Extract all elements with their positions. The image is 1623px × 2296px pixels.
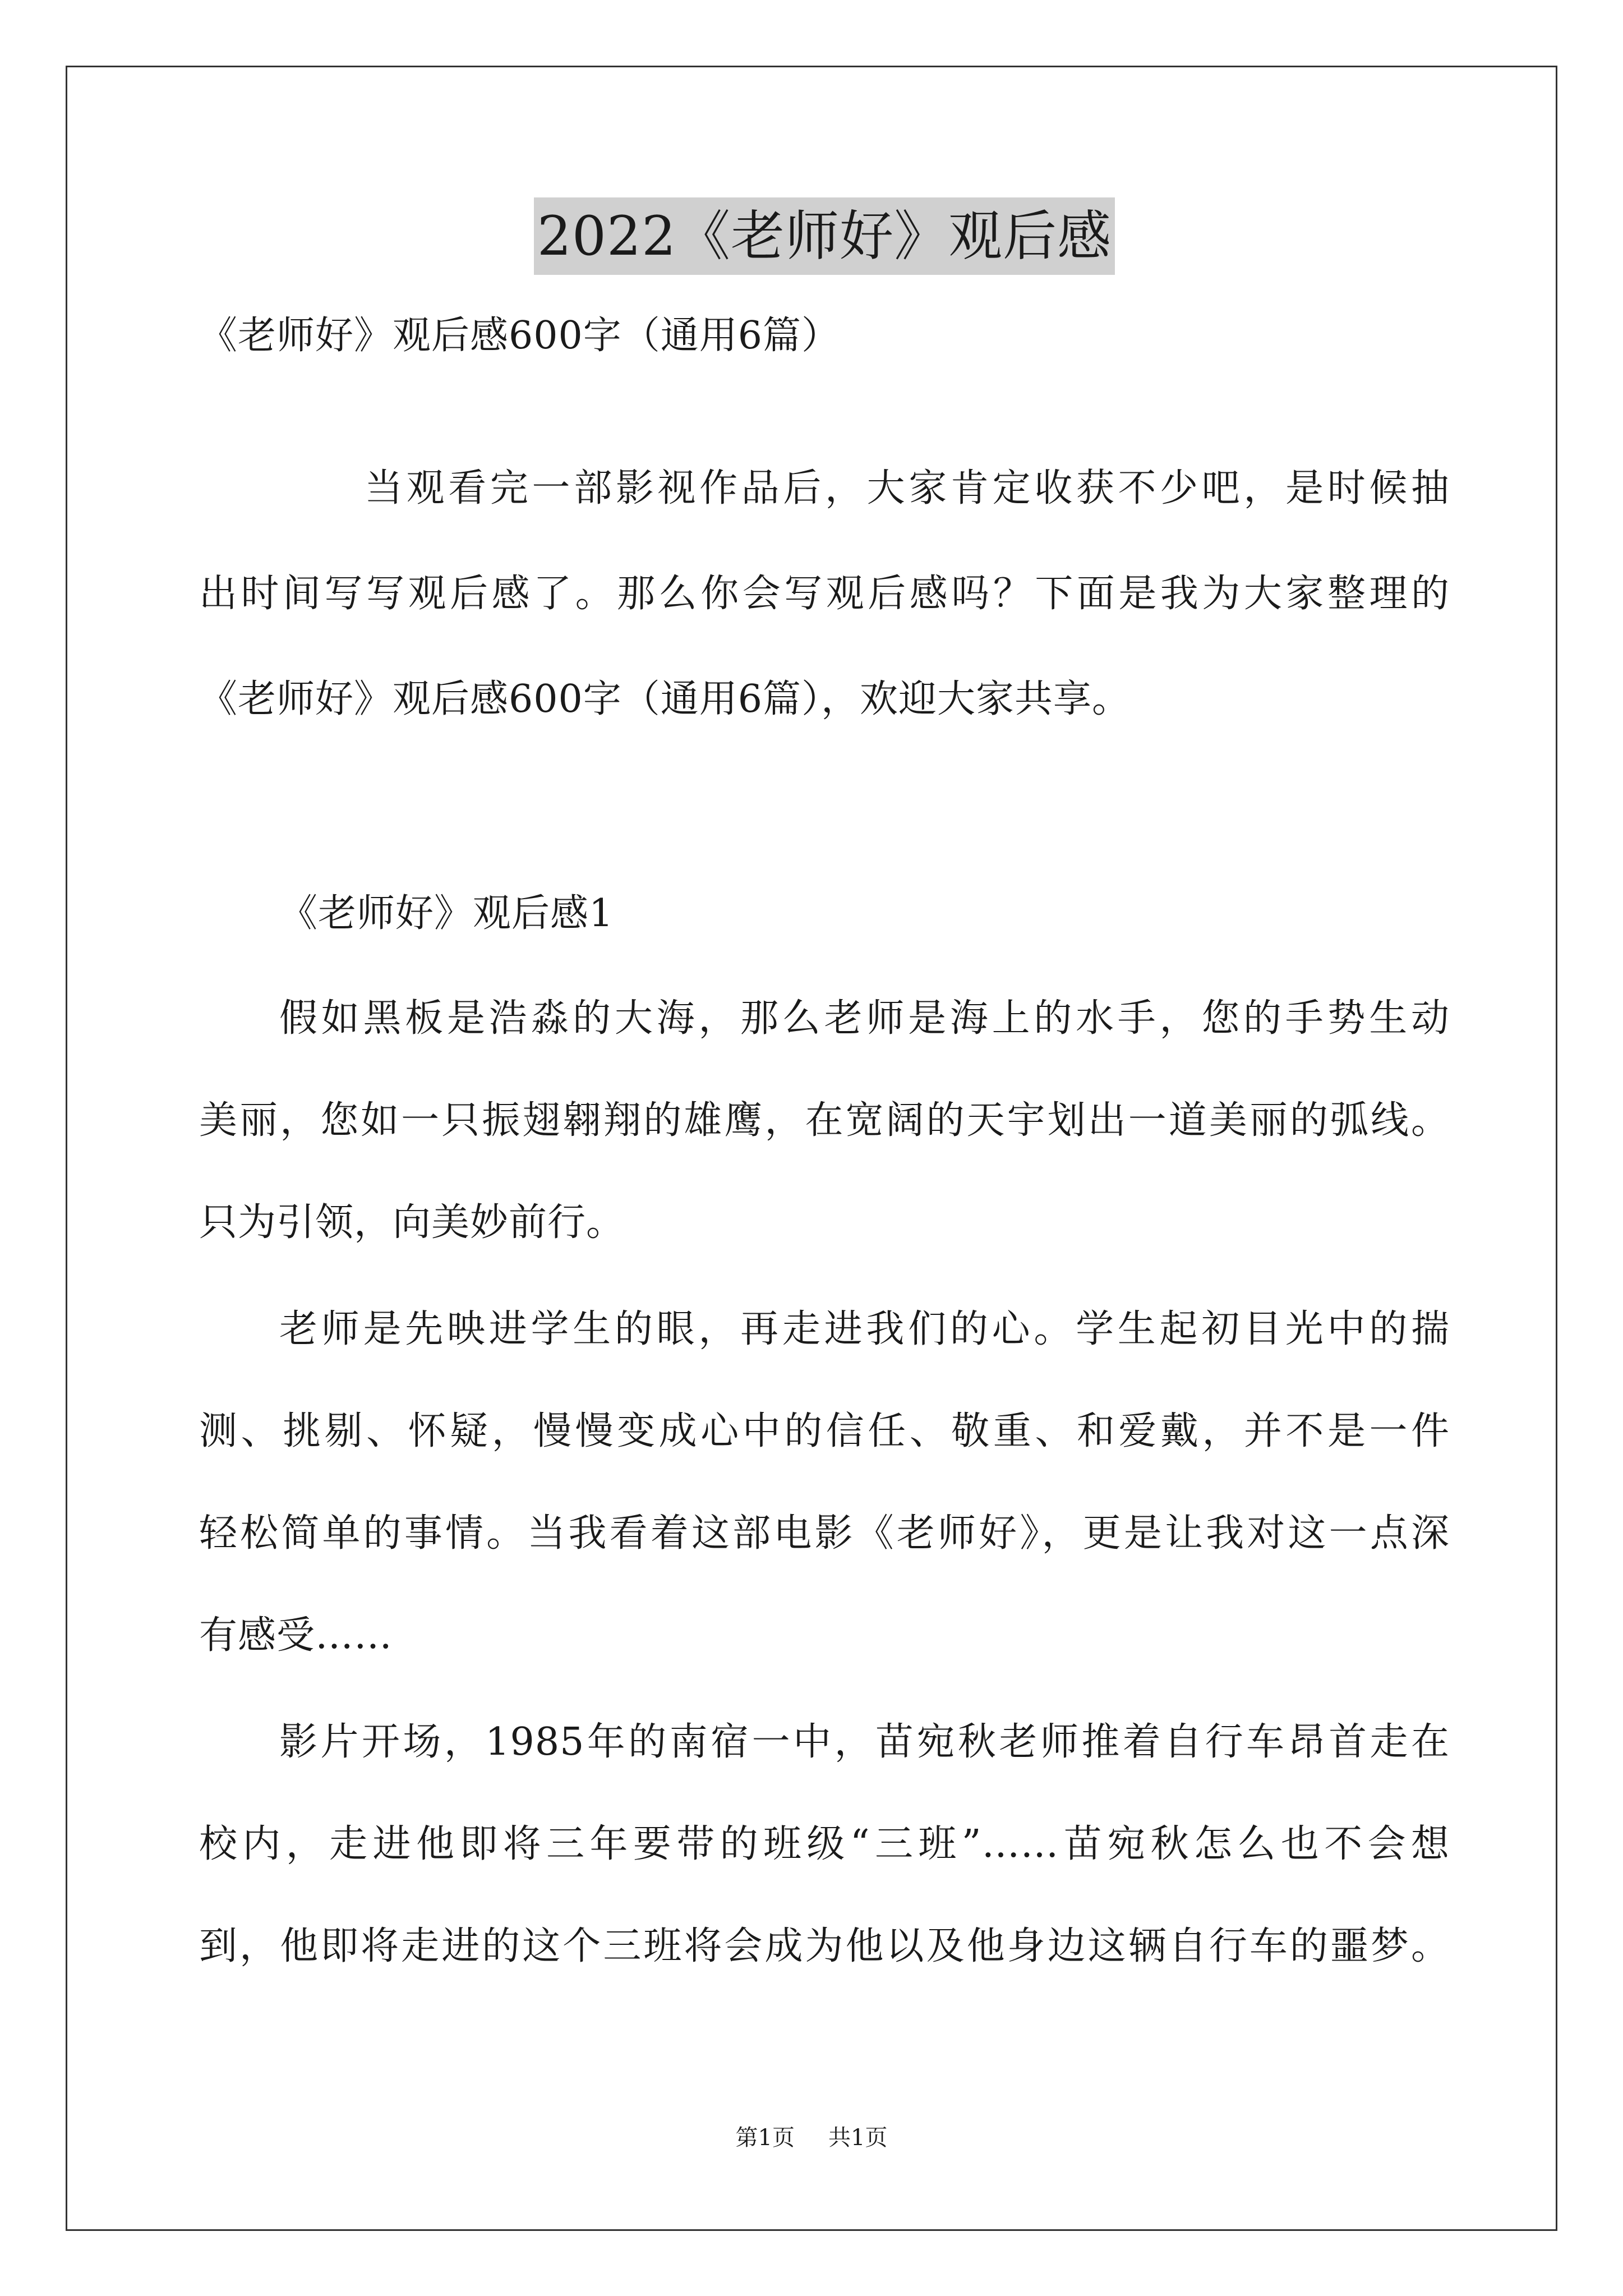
document-title: 2022《老师好》观后感 (534, 197, 1115, 275)
paragraph-line: 美丽，您如一只振翅翱翔的雄鹰，在宽阔的天宇划出一道美丽的弧线。 (199, 1098, 1450, 1143)
intro-line: 《老师好》观后感600字（通用6篇），欢迎大家共享。 (199, 677, 1131, 721)
paragraph-line: 有感受…… (199, 1613, 393, 1658)
paragraph-line: 到，他即将走进的这个三班将会成为他以及他身边这辆自行车的噩梦。 (199, 1924, 1450, 1968)
paragraph-line: 老师是先映进学生的眼，再走进我们的心。学生起初目光中的揣 (279, 1307, 1450, 1351)
document-subtitle: 《老师好》观后感600字（通用6篇） (199, 314, 841, 358)
paragraph-line: 轻松简单的事情。当我看着这部电影《老师好》，更是让我对这一点深 (199, 1511, 1450, 1556)
intro-line: 当观看完一部影视作品后，大家肯定收获不少吧，是时候抽 (365, 466, 1450, 510)
page-border (66, 66, 1557, 2231)
paragraph-line: 影片开场，1985年的南宿一中，苗宛秋老师推着自行车昂首走在 (279, 1720, 1450, 1764)
title-container (199, 197, 1450, 275)
page-total: 共1页 (828, 2125, 888, 2151)
page-footer (0, 2122, 1623, 2154)
paragraph-line: 测、挑剔、怀疑，慢慢变成心中的信任、敬重、和爱戴，并不是一件 (199, 1409, 1450, 1453)
intro-line: 出时间写写观后感了。那么你会写观后感吗？下面是我为大家整理的 (199, 572, 1450, 616)
page-number: 第1页 (735, 2125, 795, 2151)
section-heading: 《老师好》观后感1 (279, 891, 614, 936)
paragraph-line: 假如黑板是浩淼的大海，那么老师是海上的水手，您的手势生动 (279, 996, 1450, 1041)
paragraph-line: 只为引领，向美妙前行。 (199, 1200, 625, 1245)
paragraph-line: 校内，走进他即将三年要带的班级“三班”……苗宛秋怎么也不会想 (199, 1822, 1450, 1866)
